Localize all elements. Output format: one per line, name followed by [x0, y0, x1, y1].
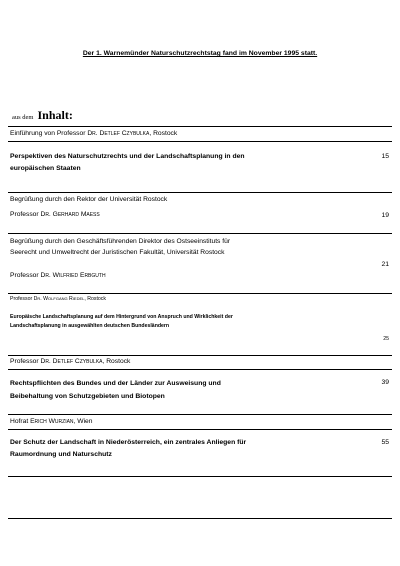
contents-heading [12, 106, 73, 124]
author-prefix: Professor [10, 272, 41, 279]
author-prefix: Einführung von Professor [10, 130, 88, 137]
entry-6-title-line-2: Raumordnung und Naturschutz [10, 451, 112, 458]
entry-3-line-1: Begrüßung durch den Geschäftsführenden Direktor des Ostseeinstituts für [10, 238, 231, 245]
entry-divider [8, 518, 392, 519]
author-name: Erich Wurzian [30, 418, 74, 425]
entry-6-page-number: 55 [381, 439, 389, 446]
entry-divider [8, 355, 392, 356]
author-prefix: Hofrat [10, 418, 31, 425]
entry-divider [8, 233, 392, 234]
author-prefix: Professor [10, 358, 41, 365]
entry-5-title-line-1: Rechtspflichten des Bundes und der Länder zur Ausweisung und [10, 380, 221, 387]
entry-divider [8, 141, 392, 142]
entry-5-author [10, 358, 130, 365]
author-prefix: Professor [10, 296, 34, 302]
contents-heading-prefix: aus dem [12, 114, 34, 121]
entry-1-page-number: 15 [381, 153, 389, 160]
entry-3-line-2: Seerecht und Umweltrecht der Juristischen Fakultät, Universität Rostock [10, 249, 225, 256]
contents-heading-title: Inhalt: [37, 108, 73, 122]
announcement-headline: Der 1. Warnemünder Naturschutzrechtstag fand im November 1995 statt. [82, 50, 318, 57]
author-suffix: , Rostock [102, 358, 131, 365]
entry-6-author [10, 418, 93, 425]
entry-4-page-number: 25 [383, 336, 389, 342]
entry-2-page-number: 19 [381, 212, 389, 219]
entry-1-author [10, 130, 177, 137]
entry-4-author [10, 296, 106, 302]
entry-3-author [10, 272, 106, 279]
entry-3-page-number: 21 [381, 261, 389, 268]
entry-5-title-line-2: Beibehaltung von Schutzgebieten und Biotopen [10, 393, 165, 400]
entry-2-author [10, 211, 100, 218]
entry-divider [8, 126, 392, 127]
entry-2-line-1: Begrüßung durch den Rektor der Universität Rostock [10, 196, 168, 203]
entry-1-title-line-1: Perspektiven des Naturschutzrechts und der Landschaftsplanung in den [10, 153, 245, 160]
entry-divider [8, 293, 392, 294]
entry-divider [8, 369, 392, 370]
author-name: Dr. Detlef Czybulka [87, 130, 150, 137]
entry-divider [8, 414, 392, 415]
entry-divider [8, 476, 392, 477]
entry-divider [8, 192, 392, 193]
author-name: Dr. Wolfgang Riedel [33, 296, 85, 302]
entry-4-title-line-1: Europäische Landschaftsplanung auf dem Hintergrund von Anspruch und Wirklichkeit der [10, 314, 233, 320]
author-prefix: Professor [10, 211, 41, 218]
author-suffix: , Rostock [84, 296, 106, 302]
entry-6-title-line-1: Der Schutz der Landschaft in Niederösterreich, ein zentrales Anliegen für [10, 439, 247, 446]
entry-divider [8, 429, 392, 430]
entry-1-title-line-2: europäischen Staaten [10, 165, 81, 172]
author-suffix: , Wien [73, 418, 93, 425]
entry-5-page-number: 39 [381, 379, 389, 386]
entry-4-title-line-2: Landschaftsplanung in ausgewählten deutschen Bundesländern [10, 323, 170, 329]
author-name: Dr. Detlef Czybulka [40, 358, 103, 365]
author-name: Dr. Wilfried Erbguth [40, 272, 106, 279]
author-name: Dr. Gerhard Maeß [40, 211, 100, 218]
author-suffix: , Rostock [149, 130, 178, 137]
